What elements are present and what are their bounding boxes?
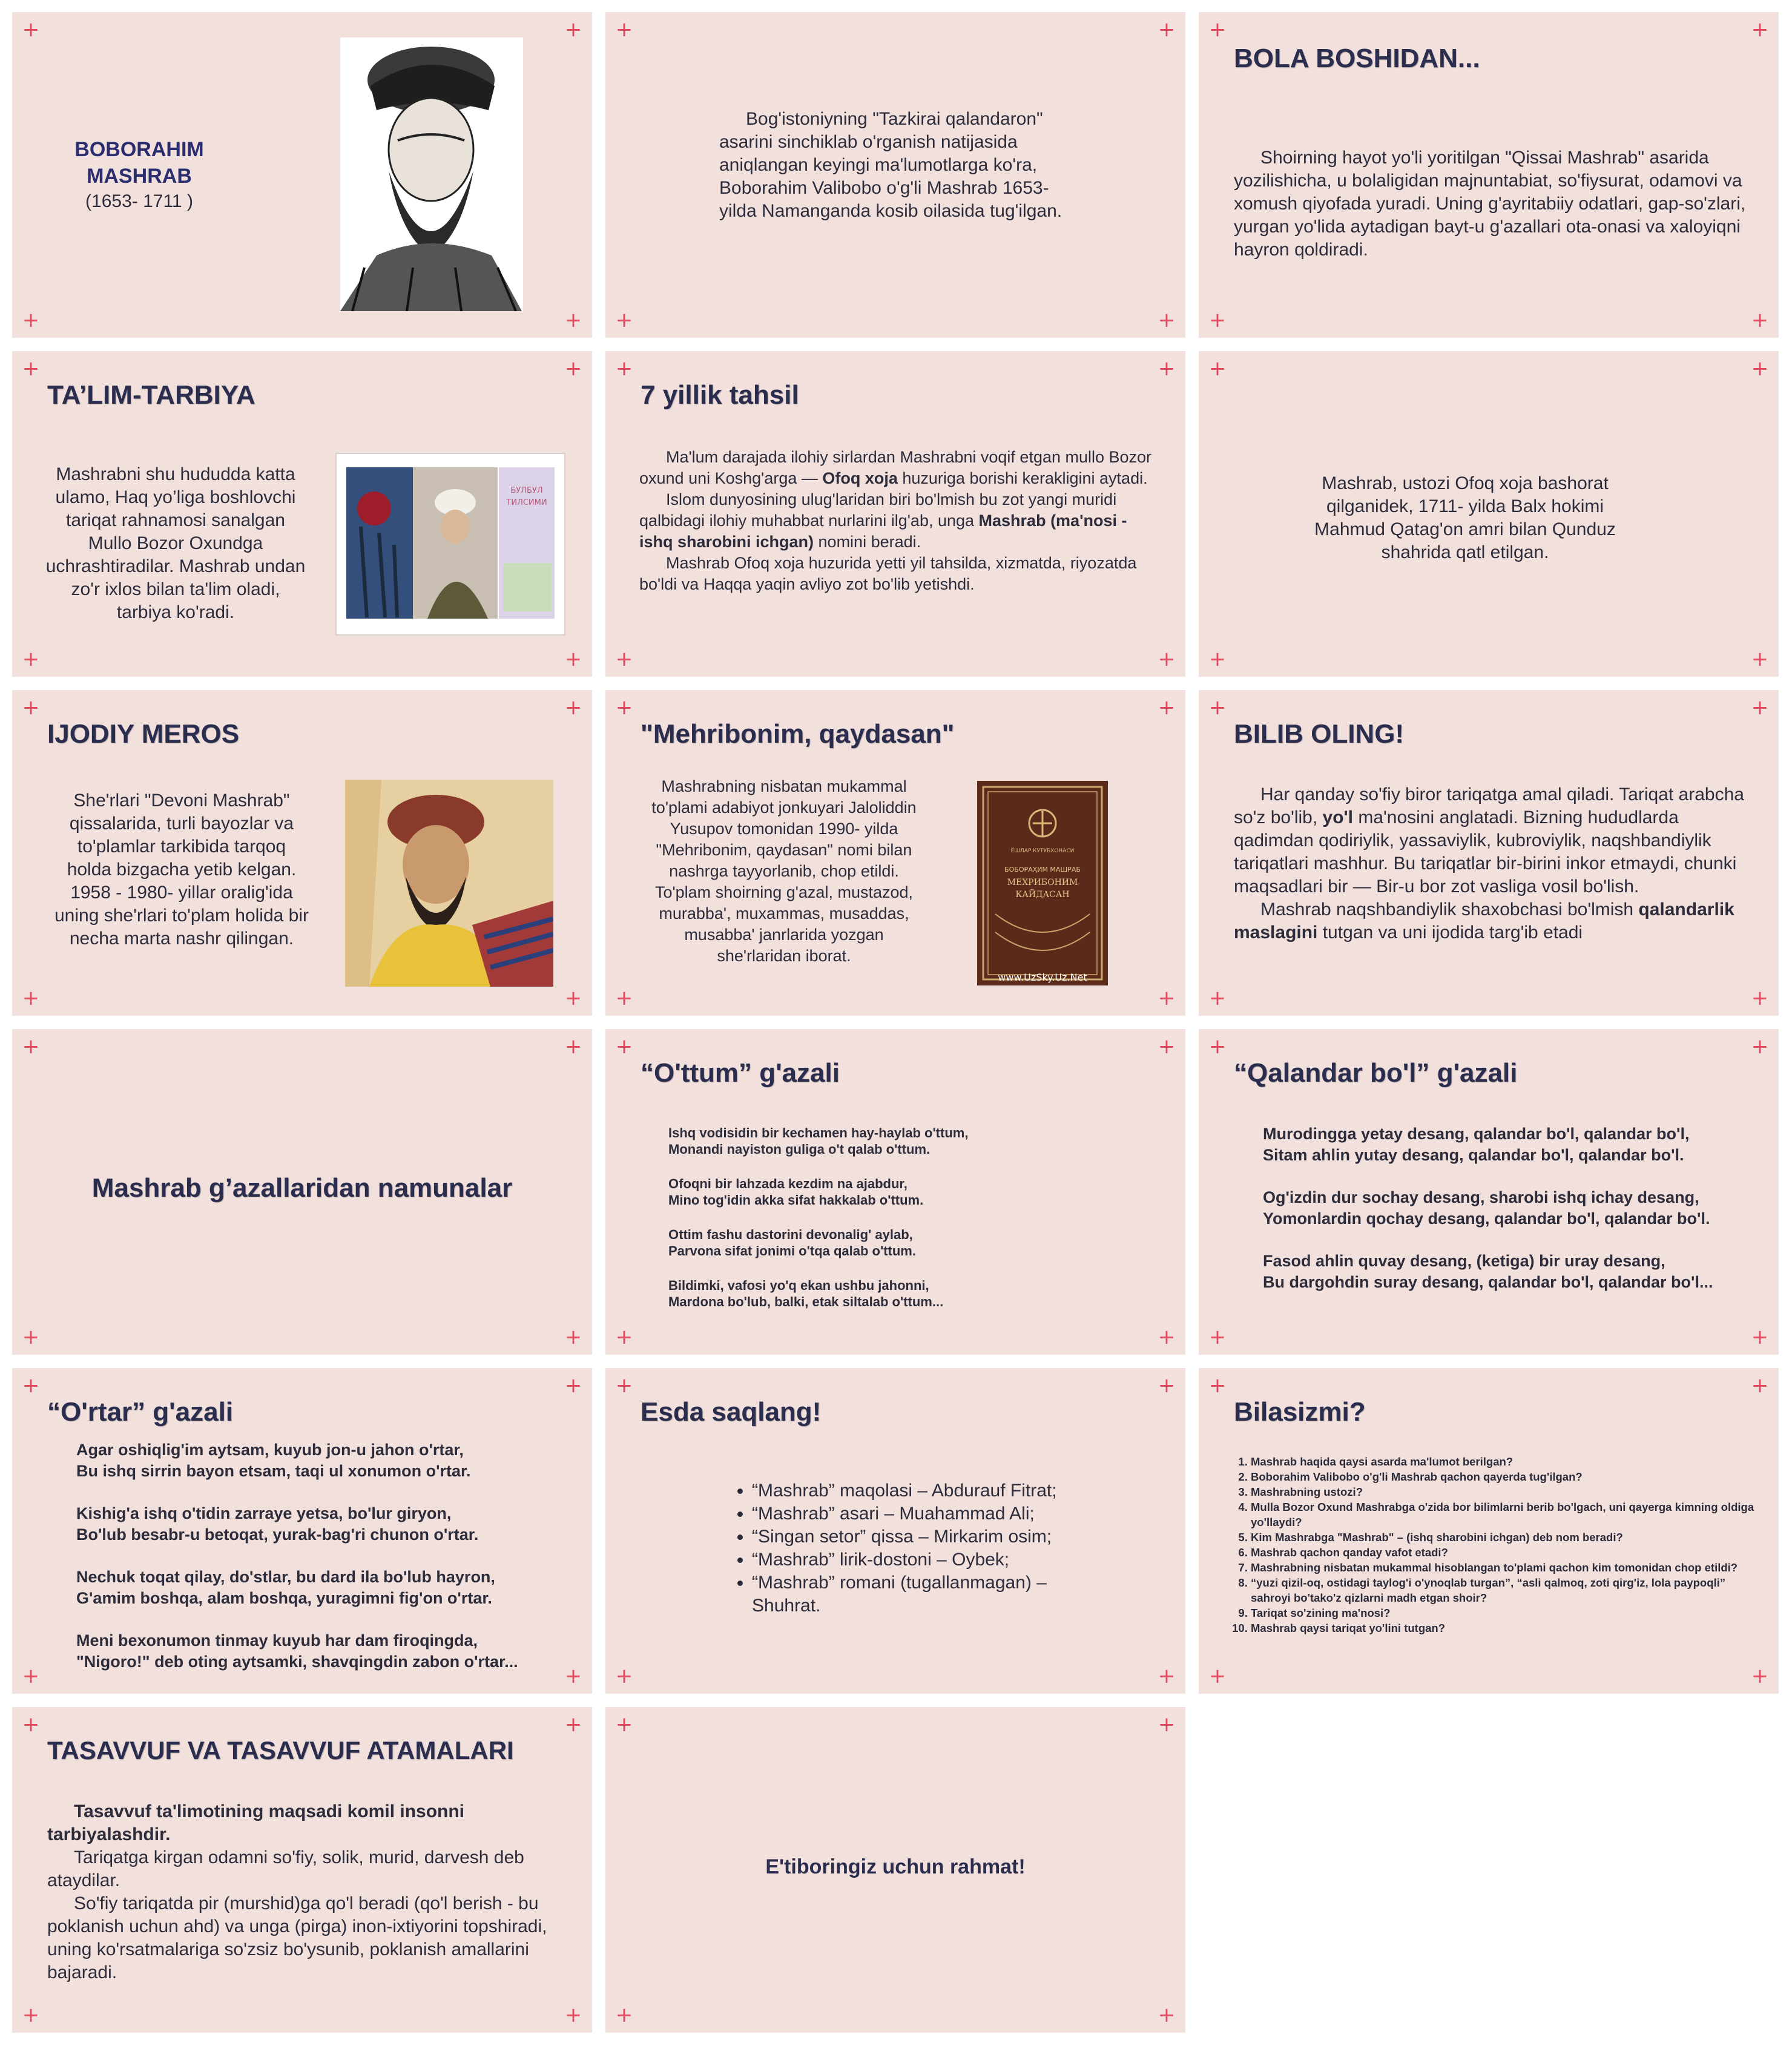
plus-icon: + bbox=[1158, 1712, 1176, 1737]
list-item: 10. Mashrab qaysi tariqat yo'lini tutgan? bbox=[1251, 1620, 1754, 1636]
plus-icon: + bbox=[1751, 986, 1769, 1010]
plus-icon: + bbox=[1208, 696, 1227, 720]
plus-icon: + bbox=[22, 18, 40, 42]
plus-icon: + bbox=[564, 308, 582, 332]
book-title-word1: МЕХРИБОНИМ bbox=[1007, 878, 1078, 887]
plus-icon: + bbox=[22, 647, 40, 671]
slide-text: Bog'istoniyning "Tazkirai qalandaron" asarini sinchiklab o'rganish natijasida aniqlangan keyingi ma'lumotlarga ko'ra, Boborahim Valibobo o'g'li Mashrab 1653- yilda Namanganda kosib oilasida tug'ilgan. bbox=[719, 109, 1062, 221]
plus-icon: + bbox=[615, 308, 633, 332]
slide-3[interactable] bbox=[1199, 12, 1779, 338]
plus-icon: + bbox=[1158, 18, 1176, 42]
slide-title: “O'rtar” g'azali bbox=[47, 1397, 234, 1427]
list-item: • “Mashrab” romani (tugallanmagan) – Shuhrat. bbox=[752, 1571, 1119, 1617]
slide-1[interactable] bbox=[12, 12, 592, 338]
list-item: • “Mashrab” asari – Muahammad Ali; bbox=[752, 1502, 1119, 1525]
plus-icon: + bbox=[1158, 357, 1176, 381]
author-name: BOBORAHIM MASHRAB (1653- 1711 ) bbox=[74, 138, 204, 211]
slide-title: “Qalandar bo'l” g'azali bbox=[1234, 1058, 1518, 1088]
list-item: 6. Mashrab qachon qanday vafot etadi? bbox=[1251, 1545, 1754, 1560]
quiz-list bbox=[1234, 1454, 1754, 1636]
plus-icon: + bbox=[564, 986, 582, 1010]
book-series: ЁШЛАР КУТУБХОНАСИ bbox=[1010, 848, 1075, 854]
plus-icon: + bbox=[22, 1373, 40, 1398]
plus-icon: + bbox=[615, 2003, 633, 2027]
slide-title: BILIB OLING! bbox=[1234, 719, 1405, 749]
plus-icon: + bbox=[564, 647, 582, 671]
plus-icon: + bbox=[564, 357, 582, 381]
plus-icon: + bbox=[1208, 357, 1227, 381]
slide-text: Mashrab, ustozi Ofoq xoja bashorat qilganidek, 1711- yilda Balx hokimi Mahmud Qatag'on amri bilan Qunduz shahrida qatl etilgan. bbox=[1314, 473, 1616, 562]
plus-icon: + bbox=[1751, 357, 1769, 381]
plus-icon: + bbox=[615, 1712, 633, 1737]
plus-icon: + bbox=[564, 1373, 582, 1398]
plus-icon: + bbox=[1208, 1325, 1227, 1349]
slide-11[interactable] bbox=[605, 1029, 1185, 1355]
slide-5[interactable] bbox=[605, 351, 1185, 677]
plus-icon: + bbox=[564, 1712, 582, 1737]
slide-text: Mashrabning nisbatan mukammal to'plami adabiyot jonkuyari Jaloliddin Yusupov tomonidan 1990- yilda "Mehribonim, qaydasan" nomi bilan nashrga tayyorlanib, chop etildi. To'plam shoirning g'azal, mustazod, murabba', muxammas, musaddas, musabba' janrlarida yozgan she'rlaridan iborat. bbox=[651, 777, 917, 965]
slide-text: Shoirning hayot yo'li yoritilgan "Qissai Mashrab" asarida yozilishicha, u bolaligidan majnuntabiat, so'fiysurat, odamovi va xomush qiyofada yuradi. Uning g'ayritabiiy odatlari, gap-so'zlari, yurgan yo'lida aytadigan bayt-u g'azallari ota-onasi va xaloyiqni hayron qoldiradi. bbox=[1234, 148, 1746, 260]
slide-title: “O'ttum” g'azali bbox=[641, 1058, 840, 1088]
slide-title: "Mehribonim, qaydasan" bbox=[641, 719, 955, 749]
plus-icon: + bbox=[564, 18, 582, 42]
slide-7[interactable] bbox=[12, 690, 592, 1016]
plus-icon: + bbox=[1208, 1664, 1227, 1688]
plus-icon: + bbox=[1158, 1035, 1176, 1059]
poem: Murodingga yetay desang, qalandar bo'l, qalandar bo'l, Sitam ahlin yutay desang, qalandar bo'l, qalandar bo'l. Og'izdin dur sochay desang, sharobi ishq ichay desang, Yomonlardin qochay desang, qalandar bo'l, qalandar bo'l. Fasod ahlin quvay desang, (ketiga) bir uray desang, Bu dargohdin suray desang, qalandar bo'l, qalandar bo'l... bbox=[1263, 1125, 1713, 1291]
portrait-engraving-icon bbox=[340, 38, 523, 311]
plus-icon: + bbox=[615, 647, 633, 671]
plus-icon: + bbox=[564, 1035, 582, 1059]
slide-16[interactable] bbox=[12, 1707, 592, 2033]
plus-icon: + bbox=[1158, 696, 1176, 720]
plus-icon: + bbox=[1751, 1373, 1769, 1398]
slide-title: 7 yillik tahsil bbox=[641, 380, 799, 410]
list-item: • “Mashrab” lirik-dostoni – Oybek; bbox=[752, 1548, 1119, 1571]
book-cover-icon bbox=[977, 781, 1108, 985]
plus-icon: + bbox=[1158, 1325, 1176, 1349]
plus-icon: + bbox=[615, 1373, 633, 1398]
list-item: 2. Boborahim Valibobo o'g'li Mashrab qachon qayerda tug'ilgan? bbox=[1251, 1469, 1754, 1484]
plus-icon: + bbox=[615, 1035, 633, 1059]
slide-title: BOLA BOSHIDAN... bbox=[1234, 44, 1480, 73]
plus-icon: + bbox=[1208, 1373, 1227, 1398]
slide-title: Bilasizmi? bbox=[1234, 1397, 1366, 1427]
slide-title: Esda saqlang! bbox=[641, 1397, 822, 1427]
book-title-line1: БУЛБУЛ bbox=[510, 486, 543, 495]
slide-text: Ma'lum darajada ilohiy sirlardan Mashrabni voqif etgan mullo Bozor oxund uni Koshg'arga — Ofoq xoja huzuriga borishi kerakligini aytadi. Islom dunyosining ulug'laridan biri bo'lmish bu zot yangi muridi qalbidagi ilohiy muhabbat nurlarini ilg'ab, unga Mashrab (ma'nosi - ishq sharobini ichgan) nomini beradi. Mashrab Ofoq xoja huzurida yetti yil tahsilda, xizmatda, riyozatda bo'ldi va Haqqa yaqin avliyo zot bo'lib yetishdi. bbox=[639, 448, 1152, 593]
slide-15[interactable] bbox=[1199, 1368, 1779, 1694]
list-item: 1. Mashrab haqida qaysi asarda ma'lumot berilgan? bbox=[1251, 1454, 1754, 1469]
plus-icon: + bbox=[1208, 18, 1227, 42]
plus-icon: + bbox=[1208, 647, 1227, 671]
plus-icon: + bbox=[1208, 1035, 1227, 1059]
plus-icon: + bbox=[615, 1664, 633, 1688]
slide-10[interactable] bbox=[12, 1029, 592, 1355]
plus-icon: + bbox=[1158, 647, 1176, 671]
watermark: www.UzSky.Uz.Net bbox=[998, 972, 1087, 983]
plus-icon: + bbox=[22, 1712, 40, 1737]
plus-icon: + bbox=[615, 696, 633, 720]
book-title-word2: КАЙДАСАН bbox=[1015, 890, 1070, 900]
list-item: • “Singan setor” qissa – Mirkarim osim; bbox=[752, 1525, 1119, 1548]
plus-icon: + bbox=[1158, 308, 1176, 332]
plus-icon: + bbox=[1158, 2003, 1176, 2027]
list-item: • “Mashrab” maqolasi – Abdurauf Fitrat; bbox=[752, 1479, 1119, 1502]
plus-icon: + bbox=[1208, 308, 1227, 332]
plus-icon: + bbox=[1751, 696, 1769, 720]
slide-title: TASAVVUF VA TASAVVUF ATAMALARI bbox=[47, 1736, 514, 1765]
slide-text: She'rlari "Devoni Mashrab" qissalarida, turli bayozlar va to'plamlar tarkibida tarqoq holda bizgacha yetib kelgan. 1958 - 1980- yillar oralig'ida uning she'rlari to'plam holida bir necha marta nashr qilingan. bbox=[54, 791, 309, 949]
plus-icon: + bbox=[1751, 1664, 1769, 1688]
slide-13[interactable] bbox=[12, 1368, 592, 1694]
slide-4[interactable] bbox=[12, 351, 592, 677]
book-author: БОБОРАҲИМ МАШРАБ bbox=[1004, 866, 1081, 873]
plus-icon: + bbox=[1751, 18, 1769, 42]
plus-icon: + bbox=[615, 18, 633, 42]
plus-icon: + bbox=[615, 986, 633, 1010]
slide-text: Mashrabni shu hududda katta ulamo, Haq yo’liga boshlovchi tariqat rahnamosi sanalgan Mullo Bozor Oxundga uchrashtiradilar. Mashrab undan zo'r ixlos bilan ta'lim oladi, tarbiya ko'radi. bbox=[45, 464, 306, 622]
poet-painting-icon bbox=[345, 780, 553, 987]
plus-icon: + bbox=[1208, 986, 1227, 1010]
plus-icon: + bbox=[615, 1325, 633, 1349]
list-item: 7. Mashrabning nisbatan mukammal hisoblangan to'plami qachon kim tomonidan chop etildi? bbox=[1251, 1560, 1754, 1575]
plus-icon: + bbox=[1158, 1664, 1176, 1688]
works-list bbox=[731, 1479, 1119, 1617]
plus-icon: + bbox=[1158, 986, 1176, 1010]
plus-icon: + bbox=[22, 696, 40, 720]
plus-icon: + bbox=[22, 357, 40, 381]
slide-title: TA’LIM-TARBIYA bbox=[47, 380, 255, 410]
list-item: 9. Tariqat so'zining ma'nosi? bbox=[1251, 1605, 1754, 1620]
list-item: 4. Mulla Bozor Oxund Mashrabga o'zida bor bilimlarni berib bo'lgach, uni qayerga kimning oldiga yo'llaydi? bbox=[1251, 1499, 1754, 1530]
book-cover-icon bbox=[335, 453, 565, 636]
list-item: 3. Mashrabning ustozi? bbox=[1251, 1484, 1754, 1499]
plus-icon: + bbox=[615, 357, 633, 381]
plus-icon: + bbox=[22, 2003, 40, 2027]
plus-icon: + bbox=[564, 2003, 582, 2027]
plus-icon: + bbox=[564, 1664, 582, 1688]
book-title-line2: ТИЛСИМИ bbox=[506, 498, 547, 507]
slide-6[interactable] bbox=[1199, 351, 1779, 677]
plus-icon: + bbox=[564, 1325, 582, 1349]
list-item: 8. “yuzi qizil-oq, ostidagi taylog'i o'ynoqlab turgan”, “asli qalmoq, zoti qirg'iz, lola paypoqli” sahroyi bo'tako'z qizlarni madh etgan shoir? bbox=[1251, 1575, 1754, 1605]
plus-icon: + bbox=[22, 986, 40, 1010]
poem: Agar oshiqlig'im aytsam, kuyub jon-u jahon o'rtar, Bu ishq sirrin bayon etsam, taqi ul xonumon o'rtar. Kishig'a ishq o'tidin zarraye yetsa, bo'lur giryon, Bo'lub besabr-u betoqat, yurak-bag'ri chunon o'rtar. Nechuk toqat qilay, do'stlar, bu dard ila bo'lub hayron, G'amim boshqa, alam boshqa, yuragimni fig'on o'rtar. Meni bexonumon tinmay kuyub har dam firoqingda, "Nigoro!" deb oting aytsamki, shavqingdin zabon o'rtar... bbox=[76, 1441, 518, 1671]
plus-icon: + bbox=[1751, 1035, 1769, 1059]
plus-icon: + bbox=[1751, 647, 1769, 671]
thanks-text: E'tiboringiz uchun rahmat! bbox=[765, 1855, 1026, 1878]
plus-icon: + bbox=[1751, 1325, 1769, 1349]
plus-icon: + bbox=[22, 1664, 40, 1688]
slide-2[interactable] bbox=[605, 12, 1185, 338]
slide-title: IJODIY MEROS bbox=[47, 719, 240, 749]
plus-icon: + bbox=[22, 1035, 40, 1059]
plus-icon: + bbox=[564, 696, 582, 720]
slide-17[interactable] bbox=[605, 1707, 1185, 2033]
poem: Ishq vodisidin bir kechamen hay-haylab o'ttum, Monandi nayiston guliga o't qalab o'ttum. Ofoqni bir lahzada kezdim na ajabdur, Mino tog'idin akka sifat hakkalab o'ttum. Ottim fashu dastorini devonalig' aylab, Parvona sifat jonimi o'tqa qalab o'ttum. Bildimki, vafosi yo'q ekan ushbu jahonni, Mardona bo'lub, balki, etak siltalab o'ttum... bbox=[668, 1125, 969, 1309]
plus-icon: + bbox=[1751, 308, 1769, 332]
slide-9[interactable] bbox=[1199, 690, 1779, 1016]
slide-title: Mashrab g’azallaridan namunalar bbox=[91, 1173, 513, 1203]
plus-icon: + bbox=[22, 308, 40, 332]
slide-14[interactable] bbox=[605, 1368, 1185, 1694]
slide-12[interactable] bbox=[1199, 1029, 1779, 1355]
plus-icon: + bbox=[1158, 1373, 1176, 1398]
plus-icon: + bbox=[22, 1325, 40, 1349]
slide-text: Har qanday so'fiy biror tariqatga amal qiladi. Tariqat arabcha so'z bo'lib, yo'l ma'nosini anglatadi. Bizning hududlarda qadimdan qodiriylik, yassaviylik, kubroviylik, naqshbandiylik tariqatlari mashhur. Bu tariqatlar bir-birini inkor etmaydi, chunki maqsadlari bir — Bir-u bor zot vasliga vosil bo'lish. Mashrab naqshbandiylik shaxobchasi bo'lmish qalandarlik maslagini tutgan va uni ijodida targ'ib etadi bbox=[1234, 785, 1744, 942]
list-item: 5. Kim Mashrabga "Mashrab" – (ishq sharobini ichgan) deb nom beradi? bbox=[1251, 1530, 1754, 1545]
slide-8[interactable] bbox=[605, 690, 1185, 1016]
slide-text: Tasavvuf ta'limotining maqsadi komil insonni tarbiyalashdir. Tariqatga kirgan odamni so'fiy, solik, murid, darvesh deb ataydilar. So'fiy tariqatda pir (murshid)ga qo'l beradi (qo'l berish - bu poklanish uchun ahd) va unga (pirga) inon-ixtiyorini topshiradi, uning ko'rsatmalariga so'zsiz bo'ysunib, poklanish amallarini bajaradi. bbox=[47, 1801, 547, 1982]
